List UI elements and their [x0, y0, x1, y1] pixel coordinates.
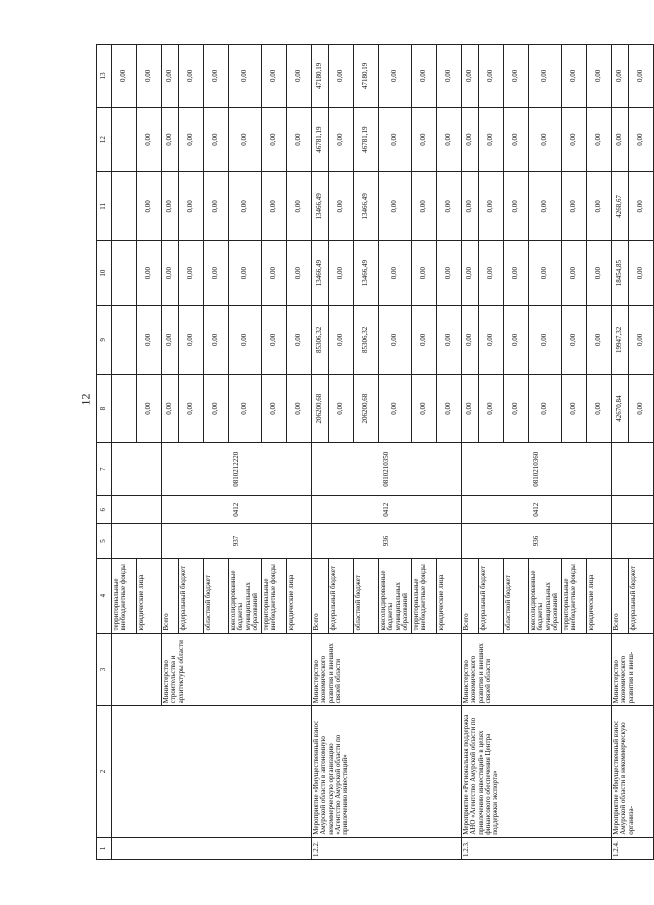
value-cell: 0,00 [262, 241, 287, 306]
column-header: 8 [97, 374, 112, 443]
value-cell: 0,00 [437, 374, 462, 443]
value-cell: 0,00 [329, 45, 354, 108]
value-cell: 0,00 [479, 45, 504, 108]
value-cell: 0,00 [629, 172, 654, 241]
value-cell: 0,00 [137, 172, 162, 241]
table-row [112, 45, 137, 860]
value-cell: 0,00 [562, 172, 587, 241]
page-number-container [80, 392, 94, 412]
kbk-grbs-cell: 936 [462, 524, 612, 558]
value-cell: 0,00 [504, 107, 529, 172]
value-cell: 0,00 [412, 374, 437, 443]
value-cell [112, 241, 137, 306]
value-cell: 0,00 [329, 374, 354, 443]
value-cell: 0,00 [479, 241, 504, 306]
value-cell: 0,00 [379, 172, 412, 241]
value-cell: 0,00 [462, 374, 479, 443]
kbk-grbs-cell: 937 [162, 524, 312, 558]
column-header: 9 [97, 305, 112, 374]
value-cell: 0,00 [379, 305, 412, 374]
source-cell: федеральный бюджет [629, 558, 654, 633]
col2-cell [112, 706, 312, 837]
value-cell: 0,00 [479, 374, 504, 443]
value-cell: 0,00 [587, 305, 612, 374]
value-cell: 0,00 [629, 374, 654, 443]
value-cell: 4268,67 [612, 172, 629, 241]
kbk-section-cell [612, 496, 654, 524]
value-cell: 0,00 [437, 241, 462, 306]
value-cell [112, 172, 137, 241]
value-cell: 46781,19 [354, 107, 379, 172]
measure-1-2-2-title: Мероприятие «Имущественный взнос Амурской области в автономную некоммерческую организацию «Агентство Амурской области по привлечению инвестиций» [312, 706, 462, 837]
value-cell: 0,00 [587, 172, 612, 241]
kbk-grbs-cell: 936 [312, 524, 462, 558]
value-cell: 0,00 [504, 374, 529, 443]
value-cell: 0,00 [229, 172, 262, 241]
value-cell: 0,00 [379, 374, 412, 443]
source-cell: федеральный бюджет [329, 558, 354, 633]
value-cell: 47180,19 [312, 45, 329, 108]
source-cell: территориальные внебюджетные фонды [112, 558, 137, 633]
value-cell: 0,00 [204, 107, 229, 172]
column-header: 4 [97, 558, 112, 633]
kbk-section-cell: 0412 [162, 496, 312, 524]
value-cell: 0,00 [287, 45, 312, 108]
source-cell: Всего [162, 558, 179, 633]
value-cell: 0,00 [262, 107, 287, 172]
value-cell: 0,00 [262, 172, 287, 241]
measure-1-2-3-number: 1.2.3. [462, 837, 612, 859]
source-cell: юридические лица [437, 558, 462, 633]
value-cell: 0,00 [162, 305, 179, 374]
source-cell: федеральный бюджет [179, 558, 204, 633]
value-cell: 0,00 [587, 107, 612, 172]
value-cell: 0,00 [112, 45, 137, 108]
value-cell: 0,00 [529, 107, 562, 172]
value-cell: 0,00 [587, 45, 612, 108]
measure-1-2-2-executor: Министерство экономического развития и внешних связей области [312, 633, 462, 706]
value-cell: 0,00 [462, 172, 479, 241]
value-cell: 0,00 [629, 107, 654, 172]
value-cell: 19947,32 [612, 305, 629, 374]
source-cell: областной бюджет [504, 558, 529, 633]
value-cell: 0,00 [437, 305, 462, 374]
source-cell: юридические лица [287, 558, 312, 633]
column-header: 6 [97, 496, 112, 524]
source-cell: консолидированные бюджеты муниципальных образований [529, 558, 562, 633]
measure-1-2-3-executor: Министерство экономического развития и внешних связей области [462, 633, 612, 706]
kbk-cell [112, 443, 162, 496]
value-cell: 0,00 [529, 172, 562, 241]
source-cell: областной бюджет [204, 558, 229, 633]
value-cell: 13466,49 [354, 172, 379, 241]
value-cell: 0,00 [412, 172, 437, 241]
value-cell: 0,00 [329, 107, 354, 172]
value-cell: 0,00 [287, 107, 312, 172]
value-cell: 0,00 [179, 45, 204, 108]
value-cell: 0,00 [529, 45, 562, 108]
kbk-grbs-cell [612, 524, 654, 558]
value-cell: 0,00 [379, 107, 412, 172]
source-cell: территориальные внебюджетные фонды [562, 558, 587, 633]
value-cell: 0,00 [504, 241, 529, 306]
measure-1-2-4-row [612, 45, 629, 860]
kbk-section-cell: 0412 [312, 496, 462, 524]
source-cell: Всего [312, 558, 329, 633]
table-body [97, 45, 654, 860]
value-cell: 0,00 [229, 45, 262, 108]
value-cell: 13466,49 [312, 172, 329, 241]
value-cell: 46781,19 [312, 107, 329, 172]
value-cell: 0,00 [287, 305, 312, 374]
measure-1-2-4-executor: Министерство экономического развития и внеш- [612, 633, 654, 706]
value-cell: 0,00 [137, 45, 162, 108]
source-cell: консолидированные бюджеты муниципальных образований [379, 558, 412, 633]
column-header: 2 [97, 706, 112, 837]
page-number: 12 [78, 393, 93, 406]
value-cell: 0,00 [204, 374, 229, 443]
kbk-target-cell: 0810210350 [312, 443, 462, 496]
col3-cell [112, 633, 162, 706]
value-cell: 0,00 [137, 107, 162, 172]
value-cell: 0,00 [462, 241, 479, 306]
value-cell: 0,00 [412, 241, 437, 306]
value-cell: 0,00 [437, 45, 462, 108]
value-cell: 0,00 [137, 305, 162, 374]
value-cell: 0,00 [204, 305, 229, 374]
value-cell: 0,00 [529, 374, 562, 443]
value-cell: 0,00 [412, 45, 437, 108]
value-cell [112, 107, 137, 172]
value-cell: 0,00 [504, 45, 529, 108]
value-cell: 0,00 [629, 45, 654, 108]
value-cell: 18454,85 [612, 241, 629, 306]
value-cell: 0,00 [562, 45, 587, 108]
value-cell: 0,00 [462, 107, 479, 172]
value-cell: 0,00 [179, 305, 204, 374]
value-cell: 0,00 [329, 241, 354, 306]
value-cell: 0,00 [562, 241, 587, 306]
value-cell: 0,00 [229, 241, 262, 306]
value-cell: 47180,19 [354, 45, 379, 108]
source-cell: юридические лица [137, 558, 162, 633]
value-cell: 0,00 [179, 107, 204, 172]
value-cell: 0,00 [437, 172, 462, 241]
measure-1-2-3-row [462, 45, 479, 860]
value-cell: 0,00 [229, 374, 262, 443]
value-cell: 42670,84 [612, 374, 629, 443]
value-cell: 0,00 [379, 45, 412, 108]
kbk-target-cell [612, 443, 654, 496]
value-cell: 0,00 [479, 172, 504, 241]
value-cell: 0,00 [504, 172, 529, 241]
value-cell: 0,00 [562, 374, 587, 443]
value-cell: 85306,32 [312, 305, 329, 374]
rotated-table-container [96, 44, 645, 860]
value-cell: 0,00 [329, 305, 354, 374]
value-cell: 0,00 [287, 374, 312, 443]
measure-1-2-3-title: Мероприятие «Региональная поддержка АНО «Агентство Амурской области по привлечению инвестиций» в целях финансового обеспечения Центра поддержки экспорта» [462, 706, 612, 837]
executor-cell: Министерство строительства и архитектуры области [162, 633, 312, 706]
value-cell: 0,00 [529, 241, 562, 306]
value-cell: 0,00 [162, 374, 179, 443]
column-header: 1 [97, 837, 112, 859]
value-cell: 0,00 [262, 45, 287, 108]
kbk-target-cell: 0810212220 [162, 443, 312, 496]
source-cell: юридические лица [587, 558, 612, 633]
source-cell: областной бюджет [354, 558, 379, 633]
source-cell: Всего [462, 558, 479, 633]
measure-1-2-2-number: 1.2.2. [312, 837, 462, 859]
value-cell: 0,00 [479, 107, 504, 172]
value-cell: 0,00 [437, 107, 462, 172]
value-cell: 0,00 [162, 45, 179, 108]
value-cell: 0,00 [562, 305, 587, 374]
source-cell: консолидированные бюджеты муниципальных образований [229, 558, 262, 633]
kbk-cell [112, 496, 162, 524]
value-cell: 206200,68 [354, 374, 379, 443]
value-cell: 0,00 [412, 305, 437, 374]
value-cell: 13466,49 [312, 241, 329, 306]
value-cell: 0,00 [229, 107, 262, 172]
col1-cell [112, 837, 312, 859]
value-cell: 0,00 [629, 241, 654, 306]
measure-1-2-4-number: 1.2.4. [612, 837, 654, 859]
value-cell [112, 305, 137, 374]
column-header: 13 [97, 45, 112, 108]
value-cell: 0,00 [612, 45, 629, 108]
value-cell: 0,00 [629, 305, 654, 374]
value-cell: 0,00 [162, 241, 179, 306]
value-cell: 0,00 [562, 107, 587, 172]
value-cell: 0,00 [529, 305, 562, 374]
value-cell: 85306,32 [354, 305, 379, 374]
value-cell: 0,00 [162, 172, 179, 241]
column-header: 3 [97, 633, 112, 706]
value-cell: 0,00 [137, 374, 162, 443]
column-header: 11 [97, 172, 112, 241]
header-row [97, 45, 112, 860]
source-cell: территориальные внебюджетные фонды [412, 558, 437, 633]
kbk-target-cell: 0810210360 [462, 443, 612, 496]
kbk-section-cell: 0412 [462, 496, 612, 524]
value-cell: 0,00 [287, 172, 312, 241]
column-header: 12 [97, 107, 112, 172]
budget-table [96, 44, 654, 860]
value-cell: 0,00 [462, 45, 479, 108]
value-cell: 0,00 [204, 241, 229, 306]
source-cell: Всего [612, 558, 629, 633]
value-cell: 0,00 [262, 305, 287, 374]
value-cell: 0,00 [162, 107, 179, 172]
value-cell: 0,00 [287, 241, 312, 306]
column-header: 7 [97, 443, 112, 496]
value-cell: 0,00 [462, 305, 479, 374]
value-cell: 0,00 [179, 374, 204, 443]
value-cell: 0,00 [229, 305, 262, 374]
value-cell: 0,00 [612, 107, 629, 172]
value-cell [112, 374, 137, 443]
value-cell: 0,00 [204, 45, 229, 108]
measure-1-2-2-row [312, 45, 329, 860]
value-cell: 0,00 [504, 305, 529, 374]
value-cell: 0,00 [137, 241, 162, 306]
value-cell: 0,00 [379, 241, 412, 306]
value-cell: 0,00 [262, 374, 287, 443]
value-cell: 0,00 [179, 241, 204, 306]
value-cell: 0,00 [329, 172, 354, 241]
value-cell: 206200,68 [312, 374, 329, 443]
value-cell: 0,00 [204, 172, 229, 241]
kbk-cell [112, 524, 162, 558]
value-cell: 0,00 [587, 374, 612, 443]
value-cell: 0,00 [479, 305, 504, 374]
column-header: 10 [97, 241, 112, 306]
measure-1-2-4-title: Мероприятие «Имущественный взнос Амурской области в некоммерческую организа- [612, 706, 654, 837]
source-cell: территориальные внебюджетные фонды [262, 558, 287, 633]
value-cell: 0,00 [587, 241, 612, 306]
value-cell: 13466,49 [354, 241, 379, 306]
source-cell: федеральный бюджет [479, 558, 504, 633]
column-header: 5 [97, 524, 112, 558]
value-cell: 0,00 [179, 172, 204, 241]
value-cell: 0,00 [412, 107, 437, 172]
